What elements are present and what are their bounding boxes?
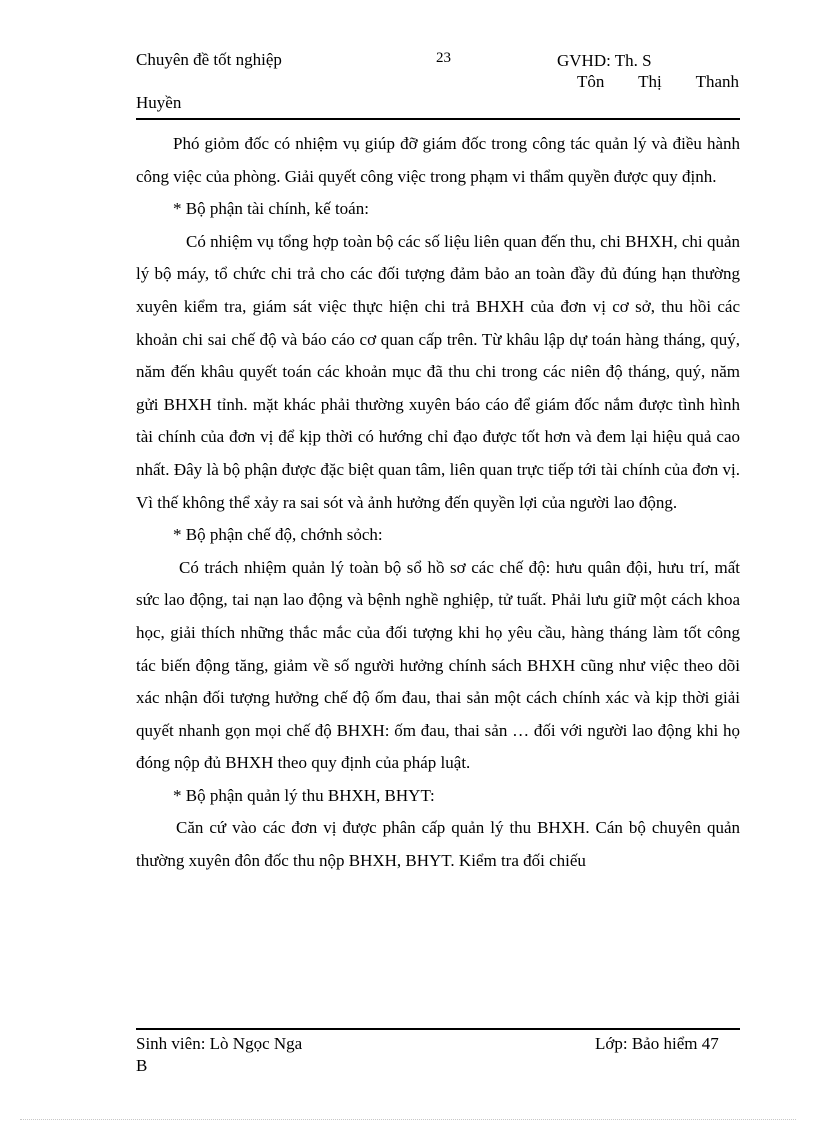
footer-student: Sinh viên: Lò Ngọc Nga — [136, 1034, 303, 1053]
header-supervisor-label: GVHD: Th. S — [557, 51, 652, 70]
body-text — [136, 128, 740, 878]
footer-divider — [136, 1028, 740, 1030]
header-supervisor-name-cont: Huyền — [136, 93, 182, 112]
page-number: 23 — [436, 50, 451, 66]
footer-class: Lớp: Bảo hiểm 47 — [595, 1034, 719, 1053]
section-heading-policy: * Bộ phận chế độ, chớnh sỏch: — [173, 525, 383, 545]
section-heading-collection: * Bộ phận quản lý thu BHXH, BHYT: — [173, 785, 435, 805]
header-supervisor-name: Tôn Thị Thanh — [577, 72, 739, 91]
header-divider — [136, 118, 740, 120]
paragraph: Có trách nhiệm quản lý toàn bộ sổ hồ sơ các chế độ: hưu quân đội, hưu trí, mất sức lao động, tai nạn lao động và bệnh nghề nghiệp, tử tuất. Phải lưu giữ một cách khoa học, giải thích những thắc mắc của đối tượng khi họ yêu cầu, hàng tháng làm tốt công tác biến động tăng, giảm về số người hưởng chính sách BHXH cũng như việc theo dõi xác nhận đối tượng hưởng chế độ ốm đau, thai sản một cách chính xác và kịp thời giải quyết nhanh gọn mọi chế độ BHXH: ốm đau, thai sản … đối với người lao động khi họ đóng nộp đủ BHXH theo quy định của pháp luật. — [136, 557, 740, 773]
footer-class-cont: B — [136, 1056, 148, 1075]
paragraph: Phó giỏm đốc có nhiệm vụ giúp đỡ giám đốc trong công tác quản lý và điều hành công việc của phòng. Giải quyết công việc trong phạm vi thẩm quyền được quy định. — [136, 134, 740, 186]
section-heading-finance: * Bộ phận tài chính, kế toán: — [173, 199, 369, 219]
page-edge-dotted-line — [20, 1119, 796, 1120]
paragraph: Có nhiệm vụ tổng hợp toàn bộ các số liệu liên quan đến thu, chi BHXH, chi quản lý bộ máy, tổ chức chi trả cho các đối tượng đảm bảo an toàn đầy đủ đúng hạn thường xuyên kiểm tra, giám sát việc thực hiện chi trả BHXH của đơn vị cơ sở, thu hồi các khoản chi sai chế độ và báo cáo cơ quan cấp trên. Từ khâu lập dự toán hàng tháng, quý, năm đến khâu quyết toán các khoản mục đã thu chi trong các niên độ tháng, quý, năm gửi BHXH tỉnh. mặt khác phải thường xuyên báo cáo để giám đốc nắm được tình hình tài chính của đơn vị để kịp thời có hướng chỉ đạo được tốt hơn và đem lại hiệu quả cao nhất. Đây là bộ phận được đặc biệt quan tâm, liên quan trực tiếp tới tài chính của đơn vị. Vì thế không thể xảy ra sai sót và ảnh hưởng đến quyền lợi của người lao động. — [136, 231, 740, 512]
header-title: Chuyên đề tốt nghiệp — [136, 50, 282, 69]
paragraph: Căn cứ vào các đơn vị được phân cấp quản lý thu BHXH. Cán bộ chuyên quản thường xuyên đôn đốc thu nộp BHXH, BHYT. Kiểm tra đối chiếu — [136, 818, 740, 871]
